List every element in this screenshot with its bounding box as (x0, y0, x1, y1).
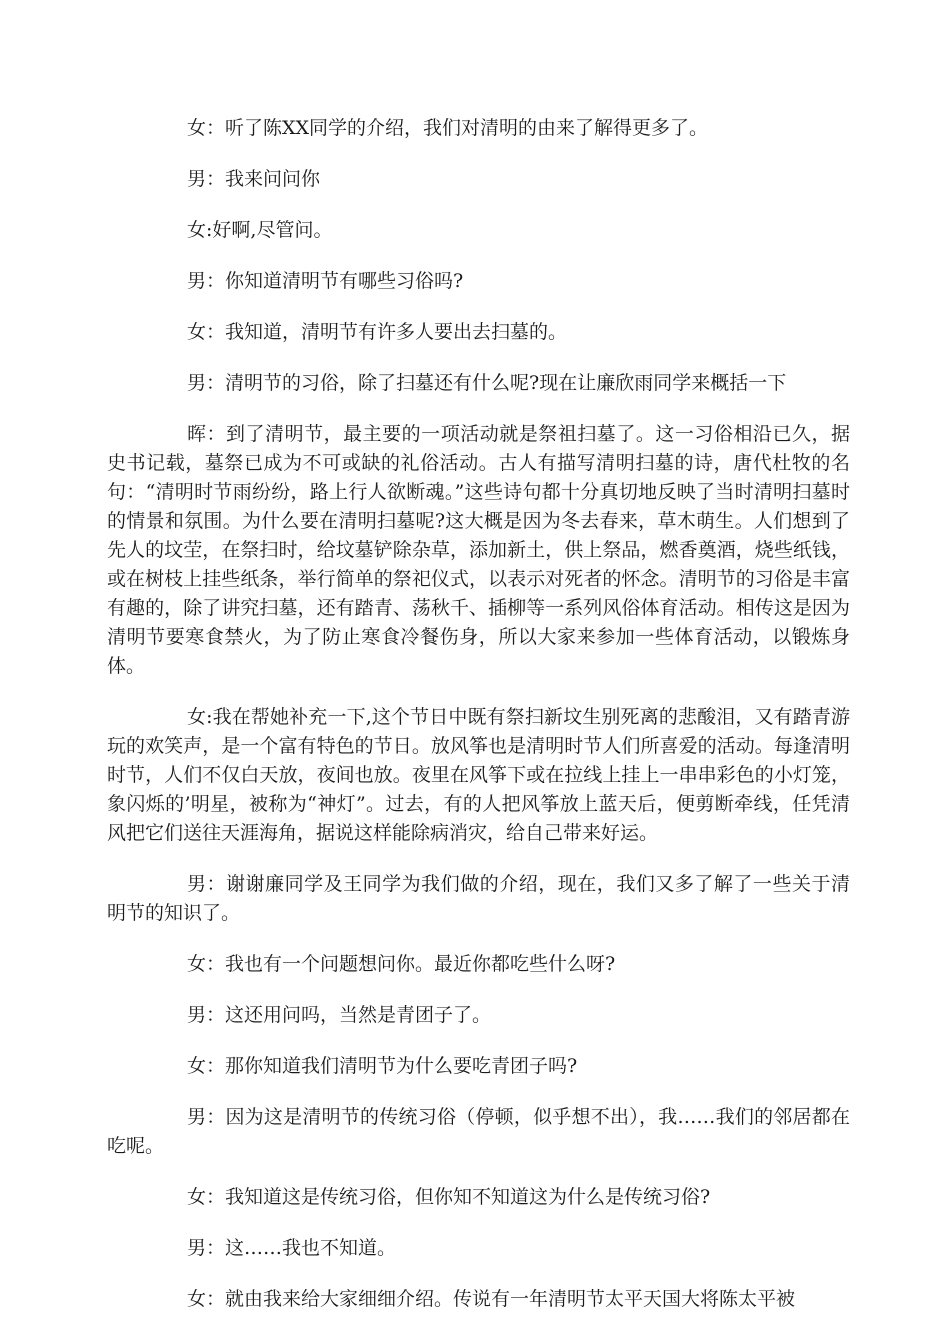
dialogue-paragraph-1: 女：听了陈XX同学的介绍，我们对清明的由来了解得更多了。 (187, 117, 709, 139)
dialogue-paragraph-6: 男：清明节的习俗，除了扫墓还有什么呢?现在让廉欣雨同学来概括一下 (187, 372, 787, 394)
dialogue-paragraph-12: 女：那你知道我们清明节为什么要吃青团子吗? (187, 1055, 578, 1077)
dialogue-paragraph-2: 男：我来问问你 (187, 168, 321, 190)
dialogue-paragraph-13: 男：因为这是清明节的传统习俗（停顿，似乎想不出），我……我们的邻居都在吃呢。 (107, 1106, 850, 1157)
dialogue-paragraph-8: 女:我在帮她补充一下,这个节日中既有祭扫新坟生别死离的悲酸泪，又有踏青游玩的欢笑声，是一个富有特色的节日。放风筝也是清明时节人们所喜爱的活动。每逢清明时节，人们不仅白天放，夜间也放。夜里在风筝下或在拉线上挂上一串串彩色的小灯笼，象闪烁的’明星，被称为“神灯”。过去，有的人把风筝放上蓝天后，便剪断牵线，任凭清风把它们送往天涯海角，据说这样能除病消灾，给自己带来好运。 (107, 706, 850, 844)
dialogue-paragraph-4: 男：你知道清明节有哪些习俗吗? (187, 270, 464, 292)
dialogue-paragraph-14: 女：我知道这是传统习俗，但你知不知道这为什么是传统习俗? (187, 1186, 711, 1208)
dialogue-paragraph-9: 男：谢谢廉同学及王同学为我们做的介绍，现在，我们又多了解了一些关于清明节的知识了。 (107, 873, 850, 924)
dialogue-paragraph-3: 女:好啊,尽管问。 (187, 219, 333, 241)
dialogue-paragraph-15: 男：这……我也不知道。 (187, 1237, 397, 1259)
dialogue-paragraph-10: 女：我也有一个问题想问你。最近你都吃些什么呀? (187, 953, 616, 975)
document-page (107, 114, 850, 1336)
dialogue-paragraph-5: 女：我知道，清明节有许多人要出去扫墓的。 (187, 321, 568, 343)
dialogue-paragraph-7: 晖：到了清明节，最主要的一项活动就是祭祖扫墓了。这一习俗相沿已久，据史书记载，墓祭已成为不可或缺的礼俗活动。古人有描写清明扫墓的诗，唐代杜牧的名句：“清明时节雨纷纷，路上行人欲断魂。”这些诗句都十分真切地反映了当时清明扫墓时的情景和氛围。为什么要在清明扫墓呢?这大概是因为冬去春来，草木萌生。人们想到了先人的坟茔，在祭扫时，给坟墓铲除杂草，添加新土，供上祭品，燃香奠酒，烧些纸钱，或在树枝上挂些纸条，举行简单的祭祀仪式，以表示对死者的怀念。清明节的习俗是丰富有趣的，除了讲究扫墓，还有踏青、荡秋千、插柳等一系列风俗体育活动。相传这是因为清明节要寒食禁火，为了防止寒食冷餐伤身，所以大家来参加一些体育活动，以锻炼身体。 (107, 423, 850, 677)
dialogue-paragraph-16: 女：就由我来给大家细细介绍。传说有一年清明节太平天国大将陈太平被 (187, 1288, 796, 1310)
dialogue-paragraph-11: 男：这还用问吗，当然是青团子了。 (187, 1004, 492, 1026)
